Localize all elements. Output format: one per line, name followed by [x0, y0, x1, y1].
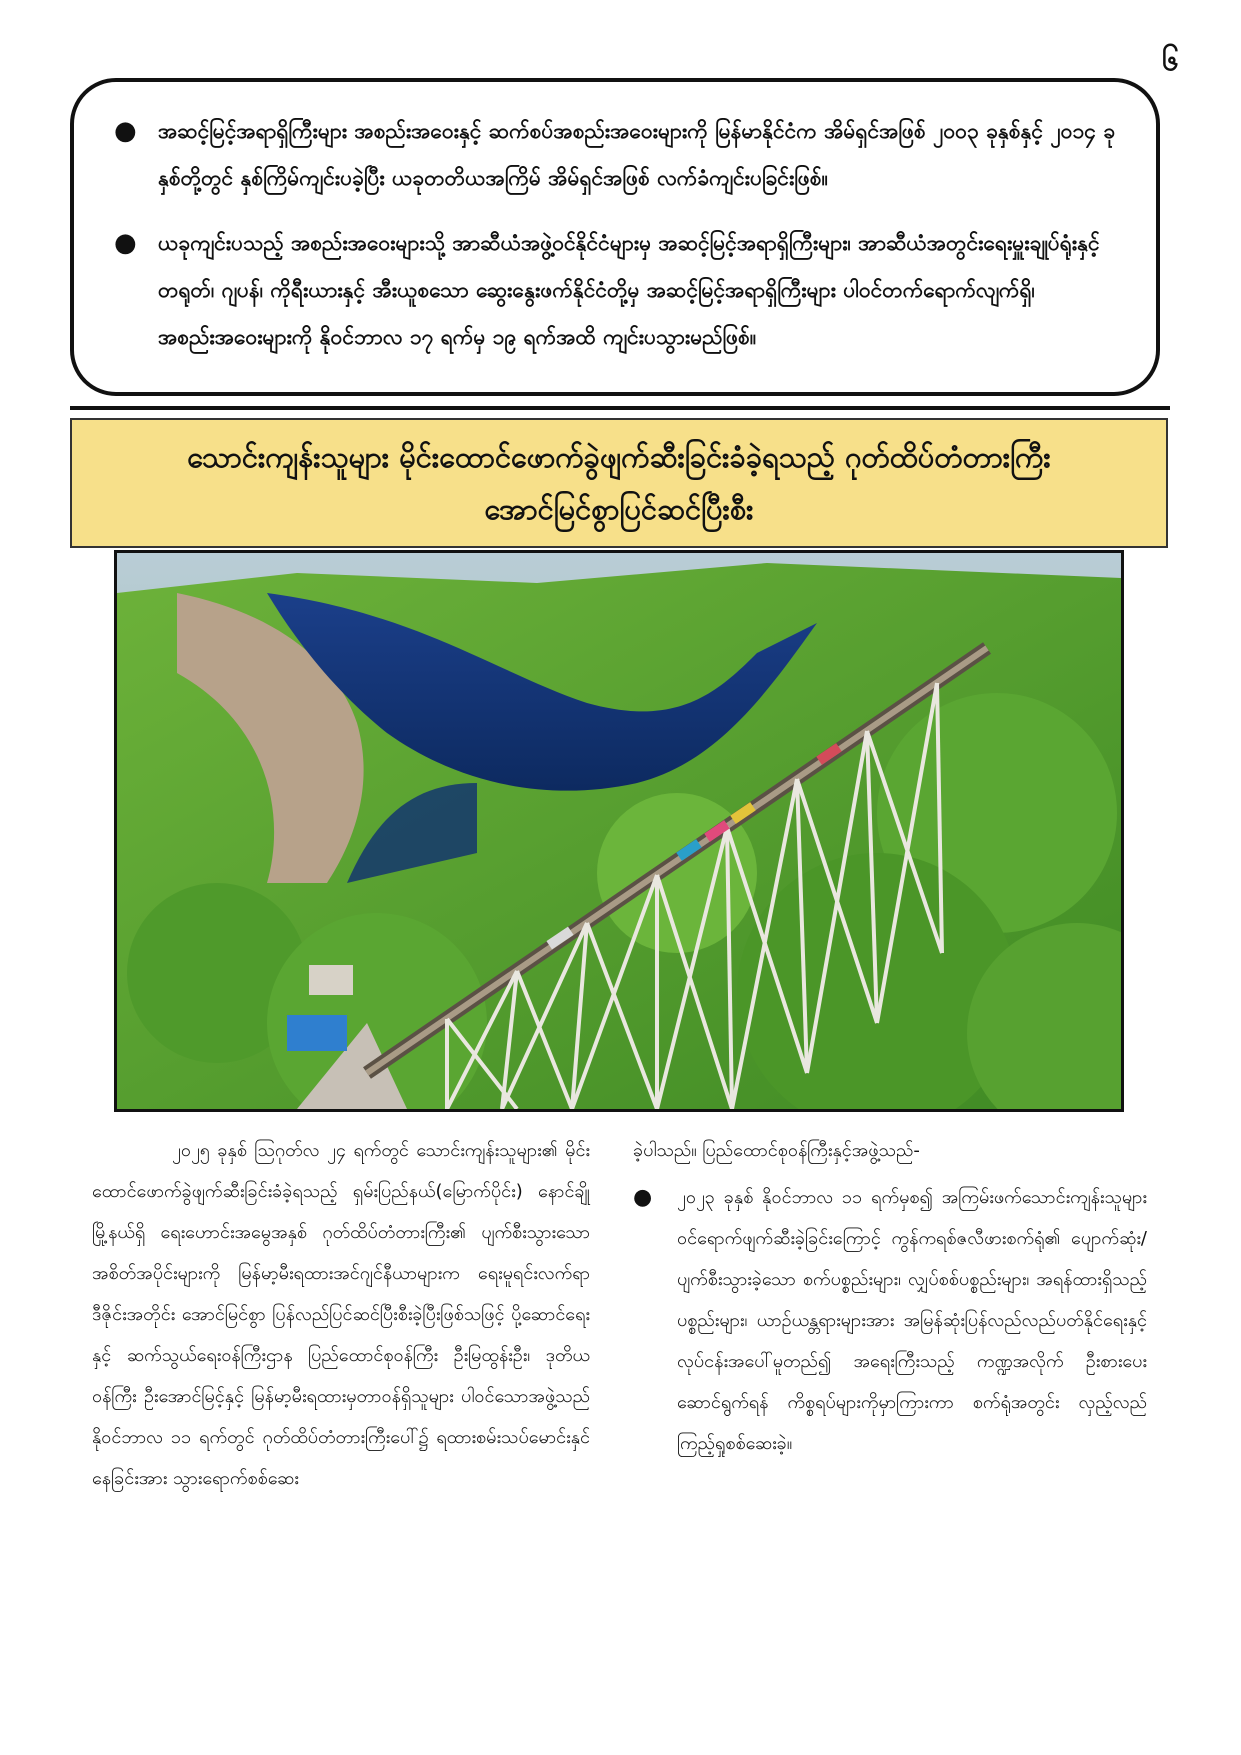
headline-line-2: အောင်မြင်စွာပြင်ဆင်ပြီးစီး [484, 492, 754, 526]
section-divider [70, 406, 1170, 410]
bridge-photo [114, 550, 1124, 1112]
summary-list [114, 108, 1126, 361]
article-right-column [633, 1130, 1147, 1464]
summary-box [70, 78, 1160, 396]
summary-item-text: အဆင့်မြင့်အရာရှိကြီးများ အစည်းအဝေးနှင့် ဆက်စပ်အစည်းအဝေးများကို မြန်မာနိုင်ငံက အိမ်ရှင်အဖြစ် ၂၀၀၃ ခုနှစ်နှင့် ၂၀၁၄ ခုနှစ်တို့တွင် နှစ်ကြိမ်ကျင်းပခဲ့ပြီး ယခုတတိယအကြိမ် အိမ်ရှင်အဖြစ် လက်ခံကျင်းပခြင်းဖြစ်။ [158, 119, 1116, 190]
summary-item [114, 108, 1126, 202]
bullet-icon: ● [114, 116, 137, 146]
article-continuation: ခဲ့ပါသည်။ ပြည်ထောင်စုဝန်ကြီးနှင့်အဖွဲ့သည်- [633, 1140, 920, 1161]
viaduct-illustration [117, 553, 1121, 1109]
page-number: ၆ [1162, 43, 1179, 78]
article-bullet-list [633, 1177, 1147, 1464]
article-left-column [92, 1130, 590, 1499]
headline [187, 431, 1050, 535]
summary-item-text: ယခုကျင်းပသည့် အစည်းအဝေးများသို့ အာဆီယံအဖွဲ့ဝင်နိုင်ငံများမှ အဆင့်မြင့်အရာရှိကြီးများ၊ အာဆီယံအတွင်းရေးမှူးချုပ်ရုံးနှင့် တရုတ်၊ ဂျပန်၊ ကိုရီးယားနှင့် အီးယူစသော ဆွေးနွေးဖက်နိုင်ငံတို့မှ အဆင့်မြင့်အရာရှိကြီးများ ပါဝင်တက်ရောက်လျက်ရှိ၊ အစည်းအဝေးများကို နိုဝင်ဘာလ ၁၇ ရက်မှ ၁၉ ရက်အထိ ကျင်းပသွားမည်ဖြစ်။ [158, 231, 1100, 349]
bullet-icon: ● [633, 1185, 653, 1210]
article-bullet-item [633, 1177, 1147, 1464]
headline-line-1: သောင်းကျန်းသူများ မိုင်းထောင်ဖောက်ခွဲဖျက်ဆီးခြင်းခံခဲ့ရသည့် ဂုတ်ထိပ်တံတားကြီး [187, 440, 1051, 474]
summary-item [114, 220, 1126, 361]
bullet-icon: ● [114, 228, 137, 258]
article-bullet-text: ၂၀၂၃ ခုနှစ် နိုဝင်ဘာလ ၁၁ ရက်မှစ၍ အကြမ်းဖက်သောင်းကျန်းသူများ ဝင်ရောက်ဖျက်ဆီးခဲ့ခြင်းကြောင့် ကွန်ကရစ်ဇလီဖားစက်ရုံ၏ ပျောက်ဆုံး/ ပျက်စီးသွားခဲ့သော စက်ပစ္စည်းများ၊ လျှပ်စစ်ပစ္စည်းများ၊ အရန်ထားရှိသည့် ပစ္စည်းများ၊ ယာဉ်ယန္တရားများအား အမြန်ဆုံးပြန်လည်လည်ပတ်နိုင်ရေးနှင့် လုပ်ငန်းအပေါ်မူတည်၍ အရေးကြီးသည့် ကဏ္ဍအလိုက် ဦးစားပေးဆောင်ရွက်ရန် ကိစ္စရပ်များကိုမှာကြားကာ စက်ရုံအတွင်း လှည့်လည်ကြည့်ရှုစစ်ဆေးခဲ့။ [677, 1187, 1147, 1454]
article-paragraph: ၂၀၂၅ ခုနှစ် ဩဂုတ်လ ၂၄ ရက်တွင် သောင်းကျန်းသူများ၏ မိုင်းထောင်ဖောက်ခွဲဖျက်ဆီးခြင်းခံခဲ့ရသည့် ရှမ်းပြည်နယ်(မြောက်ပိုင်း) နောင်ချိုမြို့နယ်ရှိ ရေးဟောင်းအမွေအနှစ် ဂုတ်ထိပ်တံတားကြီး၏ ပျက်စီးသွားသော အစိတ်အပိုင်းများကို မြန်မာ့မီးရထားအင်ဂျင်နီယာများက ရေးမူရင်းလက်ရာဒီဇိုင်းအတိုင်း အောင်မြင်စွာ ပြန်လည်ပြင်ဆင်ပြီးစီးခဲ့ပြီးဖြစ်သဖြင့် ပို့ဆောင်ရေးနှင့် ဆက်သွယ်ရေးဝန်ကြီးဌာန ပြည်ထောင်စုဝန်ကြီး ဦးမြထွန်းဦး၊ ဒုတိယဝန်ကြီး ဦးအောင်မြင့်နှင့် မြန်မာ့မီးရထားမှတာဝန်ရှိသူများ ပါဝင်သောအဖွဲ့သည် နိုဝင်ဘာလ ၁၁ ရက်တွင် ဂုတ်ထိပ်တံတားကြီးပေါ်၌ ရထားစမ်းသပ်မောင်းနှင်နေခြင်းအား သွားရောက်စစ်ဆေး [92, 1140, 590, 1489]
headline-box [70, 418, 1168, 548]
